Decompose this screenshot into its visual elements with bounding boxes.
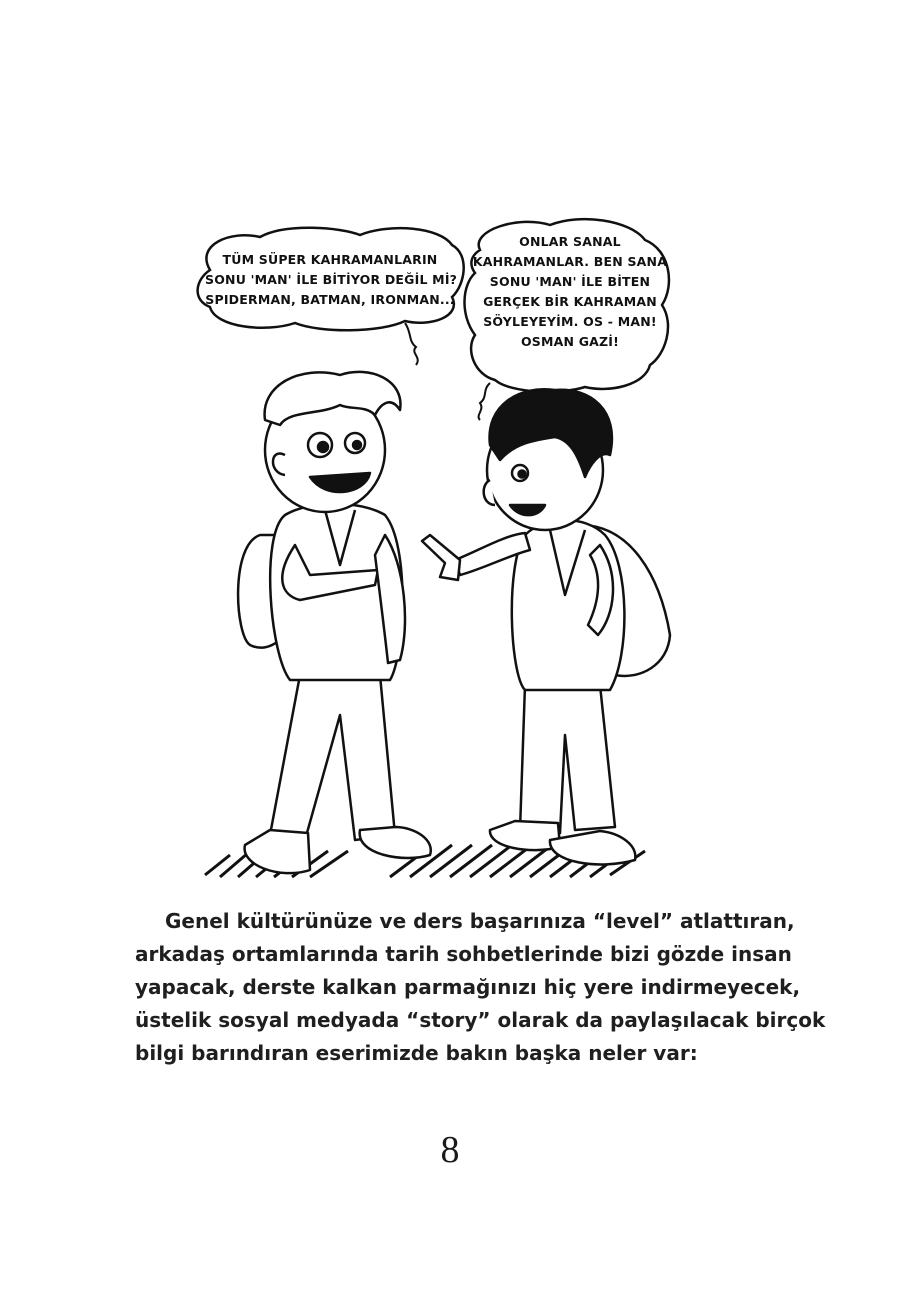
paragraph-line: yapacak, derste kalkan parmağınızı hiç yere indirmeyecek, xyxy=(135,975,801,999)
speech-line: GERÇEK BİR KAHRAMAN xyxy=(483,294,657,309)
left-boy xyxy=(238,372,431,873)
paragraph-line: üstelik sosyal medyada “story” olarak da paylaşılacak birçok xyxy=(135,1008,826,1032)
speech-line: OSMAN GAZİ! xyxy=(520,334,620,349)
speech-line: ONLAR SANAL xyxy=(519,234,621,249)
speech-line: SÖYLEYEYİM. OS - MAN! xyxy=(483,314,657,329)
paragraph-line: bilgi barındıran eserimizde bakın başka neler var: xyxy=(135,1041,698,1065)
speech-bubble-left-text xyxy=(205,250,458,310)
body-paragraph xyxy=(135,905,826,1070)
speech-line: SONU 'MAN' İLE BİTİYOR DEĞİL Mİ? xyxy=(205,272,458,287)
speech-line: SPIDERMAN, BATMAN, IRONMAN... xyxy=(205,292,455,307)
speech-line: TÜM SÜPER KAHRAMANLARIN xyxy=(222,252,438,267)
speech-bubble-right-text xyxy=(470,232,670,352)
paragraph-line: Genel kültürünüze ve ders başarınıza “level” atlattıran, xyxy=(165,909,795,933)
page-number: 8 xyxy=(440,1129,460,1171)
right-boy xyxy=(422,389,670,864)
speech-line: SONU 'MAN' İLE BİTEN xyxy=(489,274,651,289)
paragraph-line: arkadaş ortamlarında tarih sohbetlerinde bizi gözde insan xyxy=(135,942,792,966)
speech-line: KAHRAMANLAR. BEN SANA xyxy=(472,254,668,269)
